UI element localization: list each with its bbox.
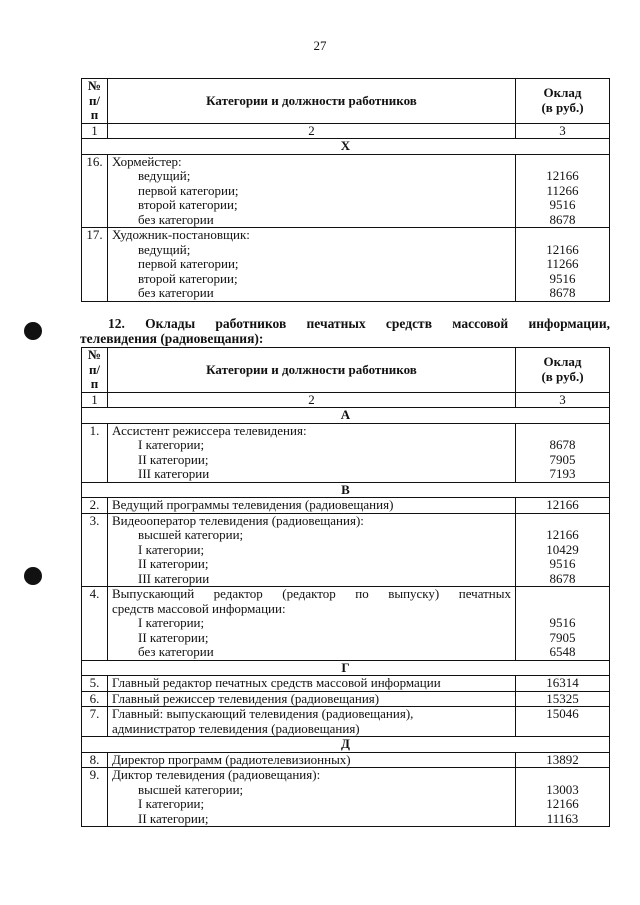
salary-value: 6548 [549, 644, 576, 659]
salary-value: 9516 [549, 197, 576, 212]
category-item: второй категории; [138, 270, 238, 286]
salary-value: 11266 [546, 182, 579, 198]
category-item: II категории; [138, 556, 209, 571]
salary-value: 13892 [516, 752, 610, 768]
salary-value: 8678 [549, 437, 576, 452]
section-row [82, 408, 610, 424]
col-index: 3 [516, 392, 610, 408]
category-item: без категории [138, 285, 214, 300]
salary-value: 9516 [549, 556, 576, 571]
table-header-row [82, 348, 610, 393]
row-title-cell [108, 768, 516, 827]
salary-value: 7905 [549, 629, 576, 645]
table-row [82, 587, 610, 661]
row-number: 16. [82, 154, 108, 228]
row-number: 5. [82, 676, 108, 692]
position-title: Ведущий программы телевидения (радиовещания) [108, 498, 516, 514]
salary-value: 8678 [549, 285, 576, 300]
position-title: Главный режиссер телевидения (радиовещания) [108, 691, 516, 707]
row-number: 3. [82, 513, 108, 587]
salary-value: 8678 [549, 211, 576, 227]
category-item: ведущий; [138, 168, 191, 183]
position-title: администратор телевидения (радиовещания) [112, 720, 360, 736]
table-row [82, 513, 610, 587]
salary-value: 12166 [546, 527, 579, 542]
table-row [82, 498, 610, 514]
salary-table-2 [81, 347, 610, 827]
table-row [82, 707, 610, 737]
salary-value: 12166 [546, 796, 579, 811]
row-title-cell [108, 228, 516, 302]
col-index: 2 [108, 123, 516, 139]
row-title-cell [108, 154, 516, 228]
position-title: средств массовой информации: [112, 600, 286, 616]
salary-value: 11163 [546, 810, 579, 826]
table-row [82, 154, 610, 228]
heading-line: телевидения (радиовещания): [80, 331, 264, 346]
section-label: В [82, 482, 610, 498]
col-index: 1 [82, 123, 108, 139]
position-title: Видеооператор телевидения (радиовещания): [112, 512, 364, 528]
row-number: 9. [82, 768, 108, 827]
category-item: I категории; [138, 541, 205, 557]
salary-cell [516, 154, 610, 228]
salary-value: 9516 [549, 615, 576, 630]
row-number: 7. [82, 707, 108, 737]
row-number: 8. [82, 752, 108, 768]
col-title-header: Категории и должности работников [108, 79, 516, 124]
salary-value: 7905 [549, 451, 576, 467]
table-header-row [82, 79, 610, 124]
position-title: Диктор телевидения (радиовещания): [112, 767, 321, 782]
row-title-cell [108, 587, 516, 661]
salary-value: 12166 [546, 168, 579, 183]
section-row [82, 482, 610, 498]
section-label: Д [82, 737, 610, 753]
salary-value: 16314 [516, 676, 610, 692]
salary-value: 7193 [549, 466, 576, 481]
category-item: I категории; [138, 437, 205, 452]
salary-cell [516, 423, 610, 482]
category-item: высшей категории; [138, 781, 244, 797]
position-title: Директор программ (радиотелевизионных) [108, 752, 516, 768]
position-title: Художник-постановщик: [112, 227, 250, 242]
column-index-row [82, 392, 610, 408]
category-item: II категории; [138, 810, 209, 826]
category-item: ведущий; [138, 241, 191, 257]
section-label: X [82, 139, 610, 155]
punch-hole [24, 322, 42, 340]
col-num-header: № п/п [82, 348, 108, 393]
salary-value: 12166 [516, 498, 610, 514]
row-number: 4. [82, 587, 108, 661]
table-row [82, 423, 610, 482]
col-index: 3 [516, 123, 610, 139]
position-title: Хормейстер: [112, 153, 182, 169]
salary-value: 13003 [546, 781, 579, 797]
row-number: 1. [82, 423, 108, 482]
section-heading [80, 316, 610, 346]
category-item: III категории [138, 570, 210, 586]
section-row [82, 660, 610, 676]
salary-value: 10429 [546, 541, 579, 557]
col-index: 2 [108, 392, 516, 408]
salary-value: 12166 [546, 241, 579, 257]
row-title-cell [108, 513, 516, 587]
punch-hole [24, 567, 42, 585]
row-title-cell [108, 707, 516, 737]
salary-value: 9516 [549, 270, 576, 286]
category-item: I категории; [138, 615, 205, 630]
heading-line: 12. Оклады работников печатных средств массовой информации, [108, 316, 610, 331]
row-number: 2. [82, 498, 108, 514]
category-item: II категории; [138, 629, 209, 645]
category-item: II категории; [138, 451, 209, 467]
col-num-header: № п/п [82, 79, 108, 124]
category-item: без категории [138, 644, 214, 659]
salary-table-1 [81, 78, 610, 302]
position-title: Ассистент режиссера телевидения: [112, 422, 307, 438]
col-salary-header: Оклад (в руб.) [516, 79, 610, 124]
table-row [82, 228, 610, 302]
salary-value: 8678 [549, 570, 576, 586]
category-item: высшей категории; [138, 527, 244, 542]
row-number: 6. [82, 691, 108, 707]
salary-cell [516, 768, 610, 827]
section-label: А [82, 408, 610, 424]
position-title: Главный: выпускающий телевидения (радиовещания), [112, 706, 414, 721]
col-index: 1 [82, 392, 108, 408]
salary-cell [516, 513, 610, 587]
category-item: первой категории; [138, 256, 239, 271]
category-item: III категории [138, 466, 210, 481]
category-item: без категории [138, 211, 214, 227]
salary-value: 11266 [546, 256, 579, 271]
section-label: Г [82, 660, 610, 676]
column-index-row [82, 123, 610, 139]
table-row [82, 691, 610, 707]
position-title: Главный редактор печатных средств массовой информации [108, 676, 516, 692]
salary-value: 15325 [516, 691, 610, 707]
col-salary-header: Оклад (в руб.) [516, 348, 610, 393]
category-item: второй категории; [138, 197, 238, 212]
row-number: 17. [82, 228, 108, 302]
table-row [82, 768, 610, 827]
col-title-header: Категории и должности работников [108, 348, 516, 393]
page-number: 27 [313, 38, 327, 53]
position-title: Выпускающий редактор (редактор по выпуску) печатных [112, 586, 511, 601]
category-item: I категории; [138, 796, 205, 811]
salary-cell [516, 228, 610, 302]
salary-value: 15046 [516, 707, 610, 737]
category-item: первой категории; [138, 182, 239, 198]
salary-cell [516, 587, 610, 661]
table-row [82, 752, 610, 768]
table-row [82, 676, 610, 692]
row-title-cell [108, 423, 516, 482]
section-row [82, 139, 610, 155]
section-row [82, 737, 610, 753]
